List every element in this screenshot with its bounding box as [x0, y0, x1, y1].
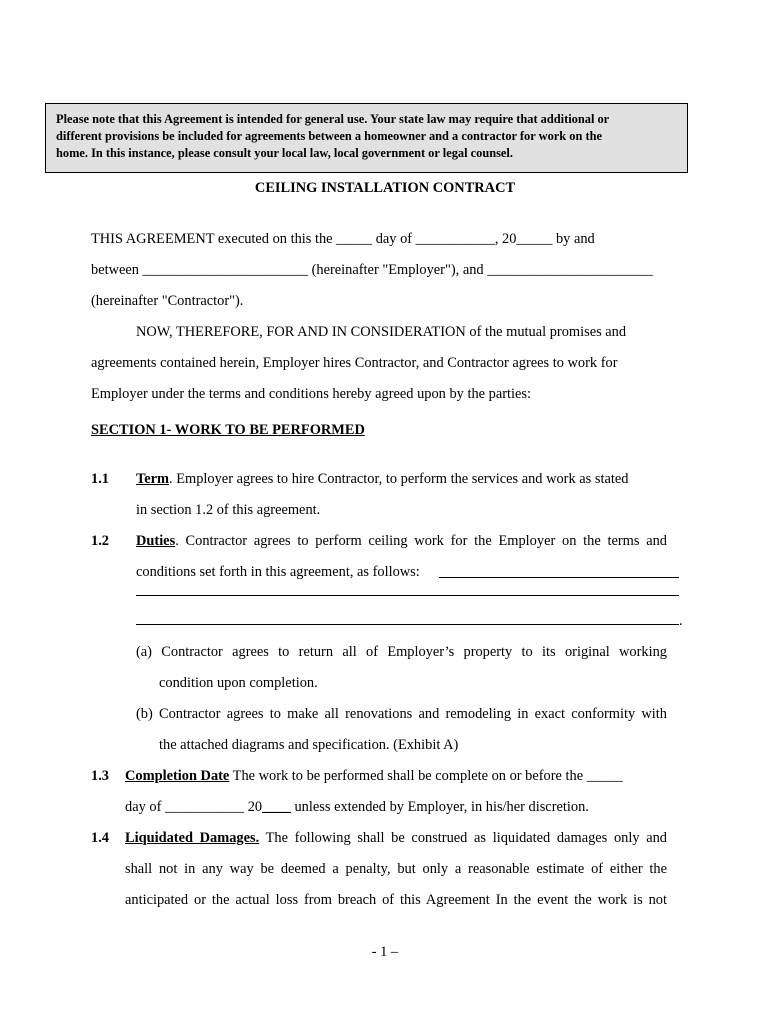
section-1-4-number: 1.4: [91, 830, 109, 846]
intro-line-3: (hereinafter "Contractor").: [91, 293, 244, 309]
section-1-2-number: 1.2: [91, 533, 109, 549]
duties-blank-line-2: [136, 595, 679, 596]
contract-title: CEILING INSTALLATION CONTRACT: [254, 180, 516, 196]
section-1-4-line-1: [125, 829, 667, 847]
section-1-2-line-2: conditions set forth in this agreement, as follows:: [136, 564, 420, 580]
intro-line-1: THIS AGREEMENT executed on this the _____ day of ___________, 20_____ by and: [91, 231, 595, 247]
section-1-4-line-3: anticipated or the actual loss from breach of this Agreement In the event the work is not: [125, 892, 667, 908]
liquidated-damages-label: Liquidated Damages.: [125, 830, 260, 846]
liquidated-damages-text: The following shall be construed as liquidated damages only and: [259, 830, 667, 846]
intro-line-6: Employer under the terms and conditions hereby agreed upon by the parties:: [91, 386, 531, 402]
duties-period: .: [679, 613, 683, 629]
general-use-notice-box: [45, 103, 688, 173]
page-number: - 1 –: [371, 944, 399, 960]
section-1-3-line-1: [125, 767, 623, 785]
section-1-2-line-1: [136, 532, 667, 550]
section-1-4-line-2: shall not in any way be deemed a penalty, but only a reasonable estimate of either the: [125, 861, 667, 877]
completion-date-text: The work to be performed shall be complete on or before the _____: [229, 768, 623, 784]
item-b-line-1: (b) Contractor agrees to make all renovations and remodeling in exact conformity with: [136, 706, 667, 722]
section-1-1-line-2: in section 1.2 of this agreement.: [136, 502, 321, 518]
term-label: Term: [136, 471, 170, 487]
duties-text: . Contractor agrees to perform ceiling work for the Employer on the terms and: [175, 533, 667, 549]
section-1-3-number: 1.3: [91, 768, 109, 784]
intro-line-2: between _______________________ (hereinafter "Employer"), and _______________________: [91, 262, 653, 278]
item-b-line-2: the attached diagrams and specification. (Exhibit A): [159, 737, 459, 753]
item-a-line-1: (a) Contractor agrees to return all of Employer’s property to its original working: [136, 644, 667, 660]
intro-line-5: agreements contained herein, Employer hires Contractor, and Contractor agrees to work for: [91, 355, 618, 371]
completion-year-blank: ____: [262, 799, 291, 815]
duties-blank-line-3: [136, 624, 679, 625]
section-1-1-number: 1.1: [91, 471, 109, 487]
notice-line-2: different provisions be included for agreements between a homeowner and a contractor for work on the: [56, 129, 602, 143]
completion-day-blank: day of ___________ 20: [125, 799, 263, 815]
term-text: . Employer agrees to hire Contractor, to perform the services and work as stated: [169, 471, 629, 487]
notice-line-3: home. In this instance, please consult your local law, local government or legal counsel.: [56, 146, 513, 160]
item-a-line-2: condition upon completion.: [159, 675, 318, 691]
notice-line-1: Please note that this Agreement is intended for general use. Your state law may require that additional or: [56, 112, 610, 126]
completion-extension-text: unless extended by Employer, in his/her discretion.: [290, 799, 589, 815]
section-1-heading: SECTION 1- WORK TO BE PERFORMED: [91, 422, 365, 438]
section-1-1-line-1: [136, 470, 628, 488]
duties-blank-line-1: [439, 577, 679, 578]
section-1-3-line-2: [125, 798, 589, 816]
duties-label: Duties: [136, 533, 176, 549]
completion-date-label: Completion Date: [125, 768, 230, 784]
intro-line-4: NOW, THEREFORE, FOR AND IN CONSIDERATION of the mutual promises and: [136, 324, 627, 340]
